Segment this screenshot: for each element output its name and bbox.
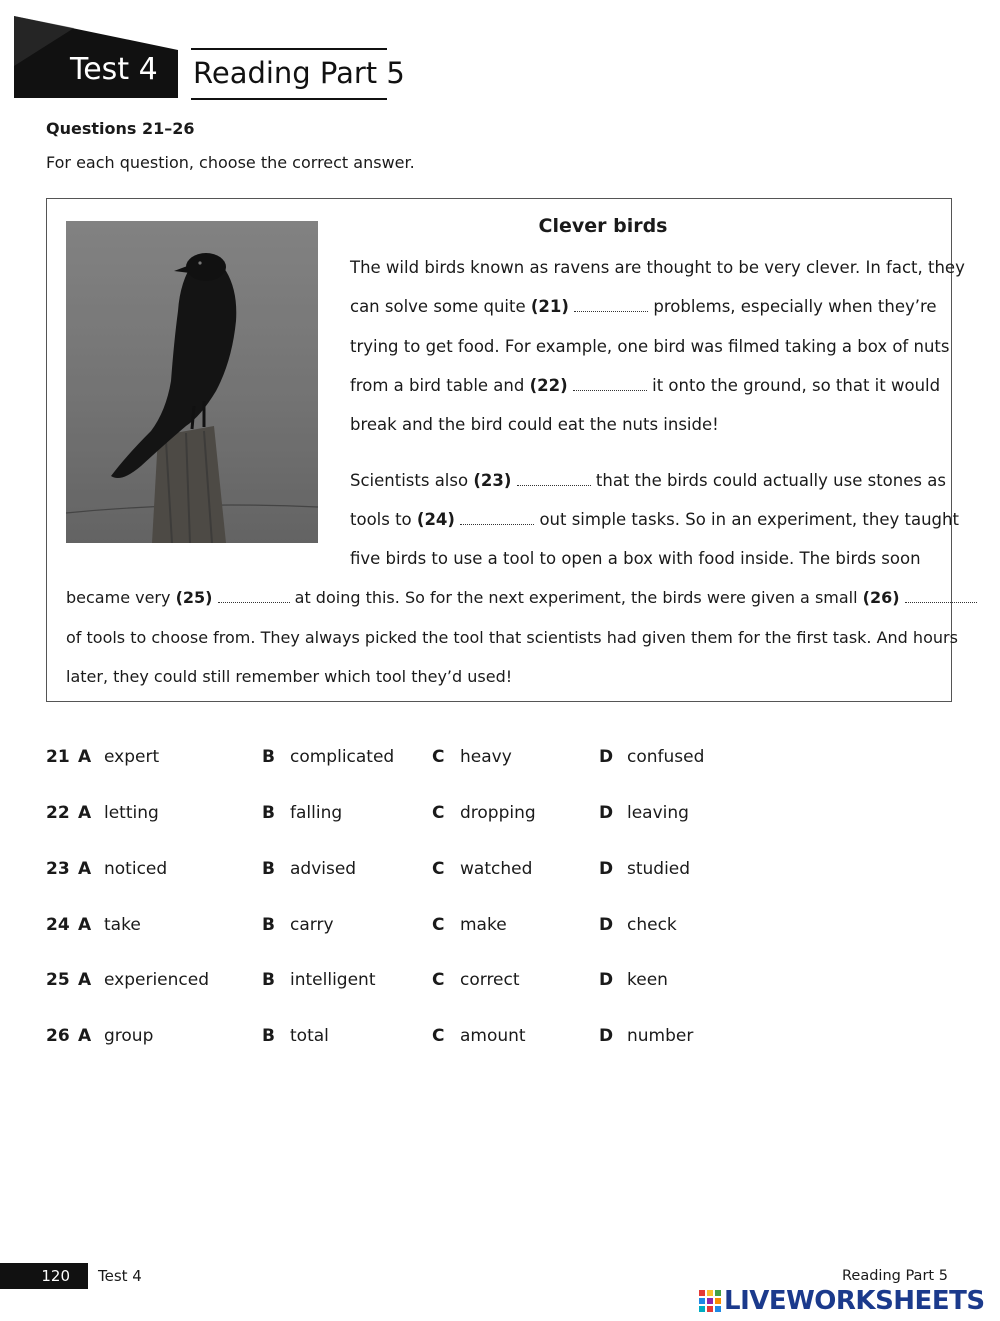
option-text[interactable]: dropping xyxy=(460,803,536,823)
gap-23[interactable] xyxy=(517,473,591,486)
option-text[interactable]: number xyxy=(627,1026,694,1046)
option-letter[interactable]: D xyxy=(599,747,614,767)
option-text[interactable]: make xyxy=(460,915,507,935)
liveworksheets-logo-text: LIVEWORKSHEETS xyxy=(724,1286,985,1316)
passage-line: can solve some quite (21) problems, especially when they’re xyxy=(350,297,937,316)
passage-line: break and the bird could eat the nuts inside! xyxy=(350,415,719,434)
option-text[interactable]: expert xyxy=(104,747,160,767)
part-title-text: Reading Part 5 xyxy=(193,56,405,90)
passage-line: from a bird table and (22) it onto the ground, so that it would xyxy=(350,376,941,395)
option-letter[interactable]: C xyxy=(432,747,445,767)
gap-number-23: (23) xyxy=(473,471,512,490)
gap-number-22: (22) xyxy=(529,376,568,395)
option-text[interactable]: letting xyxy=(104,803,159,823)
footer-test-label: Test 4 xyxy=(98,1267,142,1285)
option-text[interactable]: falling xyxy=(290,803,343,823)
option-text[interactable]: amount xyxy=(460,1026,526,1046)
option-letter[interactable]: C xyxy=(432,1026,445,1046)
option-letter[interactable]: D xyxy=(599,970,614,990)
question-row xyxy=(46,747,746,773)
option-letter[interactable]: C xyxy=(432,859,445,879)
option-letter[interactable]: D xyxy=(599,1026,614,1046)
option-text[interactable]: experienced xyxy=(104,970,210,990)
option-letter[interactable]: A xyxy=(78,1026,92,1046)
question-number: 23 xyxy=(46,859,70,879)
passage-line: became very (25) at doing this. So for the next experiment, the birds were given a small (26) xyxy=(66,588,977,607)
gap-number-24: (24) xyxy=(416,510,455,529)
test-label: Test 4 xyxy=(70,52,158,87)
question-row xyxy=(46,859,746,885)
gap-number-26: (26) xyxy=(862,588,900,607)
option-letter[interactable]: D xyxy=(599,803,614,823)
option-letter[interactable]: A xyxy=(78,747,92,767)
question-row xyxy=(46,1026,746,1052)
option-text[interactable]: carry xyxy=(290,915,334,935)
raven-photo xyxy=(66,221,318,543)
instruction: For each question, choose the correct answer. xyxy=(46,153,415,172)
option-text[interactable]: take xyxy=(104,915,141,935)
option-letter[interactable]: D xyxy=(599,915,614,935)
option-text[interactable]: correct xyxy=(460,970,520,990)
question-row xyxy=(46,803,746,829)
part-title xyxy=(191,48,405,100)
gap-26[interactable] xyxy=(905,590,977,603)
passage-line: The wild birds known as ravens are thought to be very clever. In fact, they xyxy=(350,258,965,277)
gap-number-21: (21) xyxy=(530,297,569,316)
option-text[interactable]: advised xyxy=(290,859,357,879)
passage-line: five birds to use a tool to open a box with food inside. The birds soon xyxy=(350,549,921,568)
gap-24[interactable] xyxy=(460,512,534,525)
option-text[interactable]: intelligent xyxy=(290,970,376,990)
gap-21[interactable] xyxy=(574,299,648,312)
option-letter[interactable]: A xyxy=(78,859,92,879)
option-letter[interactable]: B xyxy=(262,915,275,935)
option-text[interactable]: heavy xyxy=(460,747,512,767)
passage-line: trying to get food. For example, one bird was filmed taking a box of nuts xyxy=(350,337,950,356)
option-letter[interactable]: B xyxy=(262,803,275,823)
option-letter[interactable]: B xyxy=(262,747,275,767)
option-letter[interactable]: B xyxy=(262,859,275,879)
option-letter[interactable]: D xyxy=(599,859,614,879)
option-text[interactable]: watched xyxy=(460,859,533,879)
option-letter[interactable]: C xyxy=(432,915,445,935)
question-number: 24 xyxy=(46,915,70,935)
option-letter[interactable]: B xyxy=(262,1026,275,1046)
liveworksheets-logo-icon xyxy=(698,1289,722,1315)
question-row xyxy=(46,915,746,941)
question-row xyxy=(46,970,746,996)
option-text[interactable]: total xyxy=(290,1026,329,1046)
passage-title: Clever birds xyxy=(538,215,668,237)
liveworksheets-logo[interactable] xyxy=(698,1286,994,1316)
option-text[interactable]: check xyxy=(627,915,677,935)
option-letter[interactable]: A xyxy=(78,915,92,935)
option-text[interactable]: noticed xyxy=(104,859,168,879)
passage-line: tools to (24) out simple tasks. So in an experiment, they taught xyxy=(350,510,959,529)
test-tab xyxy=(14,16,178,98)
option-text[interactable]: confused xyxy=(627,747,705,767)
page-number: 120 xyxy=(41,1267,70,1285)
footer-part-label: Reading Part 5 xyxy=(842,1268,948,1284)
page-tab xyxy=(0,1263,88,1289)
option-text[interactable]: studied xyxy=(627,859,691,879)
option-letter[interactable]: A xyxy=(78,803,92,823)
option-letter[interactable]: B xyxy=(262,970,275,990)
question-number: 21 xyxy=(46,747,70,767)
option-letter[interactable]: C xyxy=(432,970,445,990)
option-text[interactable]: complicated xyxy=(290,747,395,767)
gap-22[interactable] xyxy=(573,378,647,391)
option-text[interactable]: keen xyxy=(627,970,668,990)
gap-25[interactable] xyxy=(218,590,290,603)
passage-line: later, they could still remember which tool they’d used! xyxy=(66,667,513,686)
questions-heading: Questions 21–26 xyxy=(46,119,195,138)
gap-number-25: (25) xyxy=(175,588,213,607)
passage-line: of tools to choose from. They always picked the tool that scientists had given them for the first task. And hours xyxy=(66,628,958,647)
option-letter[interactable]: C xyxy=(432,803,445,823)
option-text[interactable]: leaving xyxy=(627,803,689,823)
option-text[interactable]: group xyxy=(104,1026,154,1046)
question-number: 25 xyxy=(46,970,70,990)
question-number: 22 xyxy=(46,803,70,823)
passage-line: Scientists also (23) that the birds could actually use stones as xyxy=(350,471,946,490)
question-number: 26 xyxy=(46,1026,70,1046)
option-letter[interactable]: A xyxy=(78,970,92,990)
